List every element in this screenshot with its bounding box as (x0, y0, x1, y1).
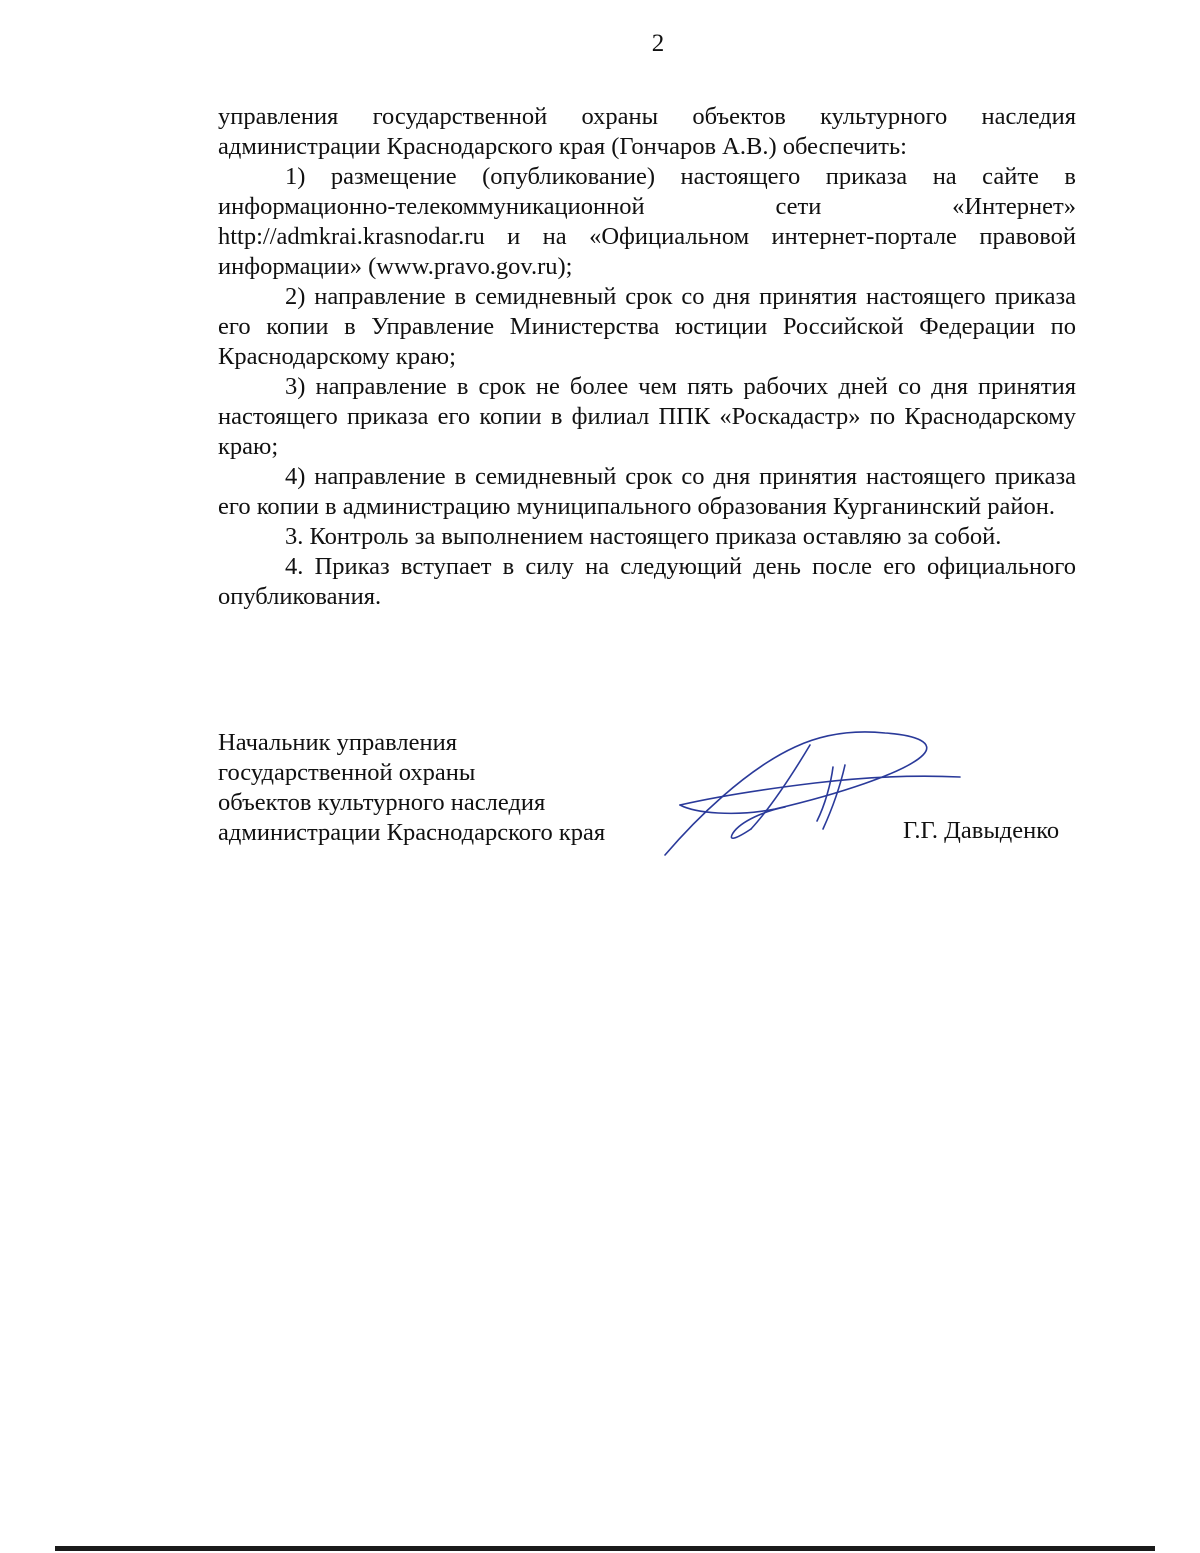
position-line: объектов культурного наследия (218, 789, 546, 816)
body-text (218, 102, 1076, 612)
paragraph: 4. Приказ вступает в силу на следующий день после его официального опубликования. (218, 553, 1076, 610)
page-number: 2 (651, 30, 665, 57)
paragraph: 2) направление в семидневный срок со дня принятия настоящего приказа его копии в Управление Министерства юстиции Российской Федерации по Краснодарскому краю; (218, 283, 1076, 370)
paragraph: 3) направление в срок не более чем пять рабочих дней со дня принятия настоящего приказа его копии в филиал ППК «Роскадастр» по Краснодарскому краю; (218, 373, 1076, 460)
paragraph: 1) размещение (опубликование) настоящего приказа на сайте в информационно-телекоммуникационной сети «Интернет» http://admkrai.krasnodar.ru и на «Официальном интернет-портале правовой информации» (www.pravo.gov.ru); (218, 163, 1076, 280)
signatory-name: Г.Г. Давыденко (903, 817, 1060, 844)
position-line: Начальник управления (218, 729, 457, 756)
position-line: администрации Краснодарского края (218, 819, 606, 846)
paragraph: 4) направление в семидневный срок со дня принятия настоящего приказа его копии в администрацию муниципального образования Курганинский район. (218, 463, 1076, 520)
scan-edge (55, 1546, 1155, 1551)
position-line: государственной охраны (218, 759, 476, 786)
paragraph: управления государственной охраны объектов культурного наследия администрации Краснодарского края (Гончаров А.В.) обеспечить: (218, 103, 1076, 160)
paragraph: 3. Контроль за выполнением настоящего приказа оставляю за собой. (285, 523, 1002, 550)
